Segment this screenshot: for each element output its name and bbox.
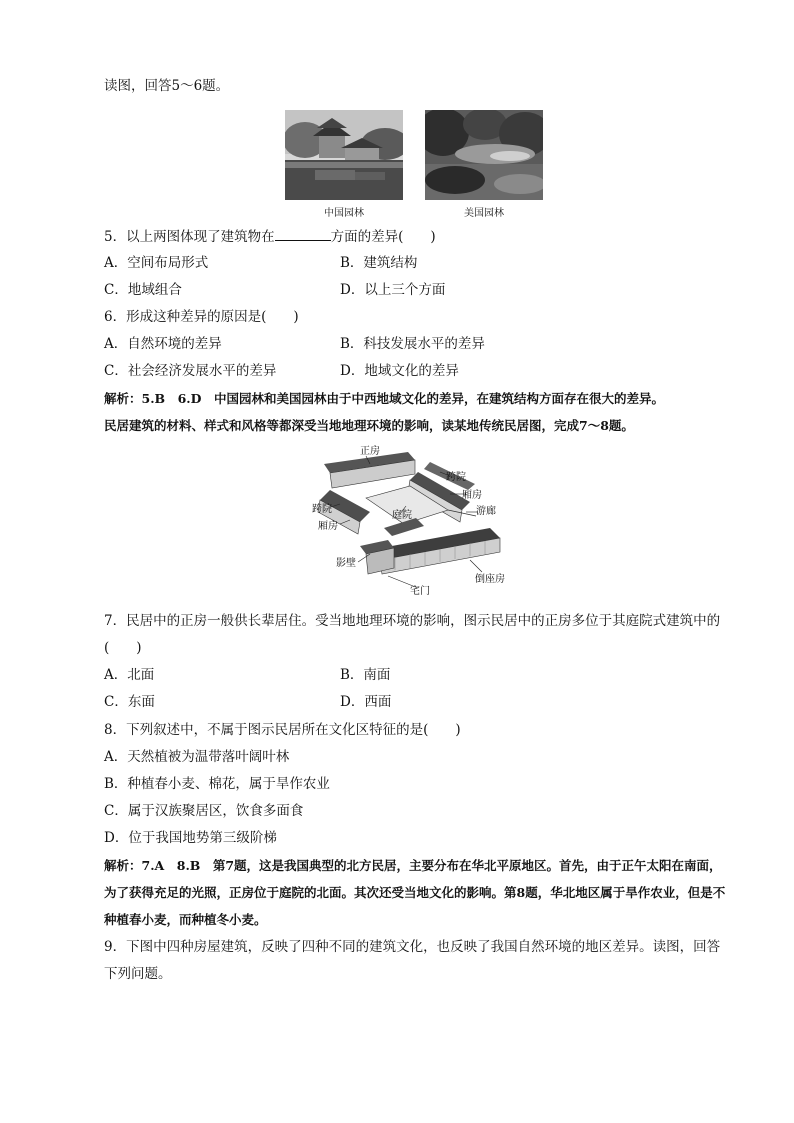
label-zhaimen: 宅门 (410, 586, 430, 597)
q7-option-b: B．南面 (340, 667, 391, 683)
q6-option-d: D．地域文化的差异 (340, 363, 459, 379)
intro-text: 读图，回答5～6题。 (104, 78, 230, 94)
q6-option-a: A．自然环境的差异 (104, 336, 222, 352)
q8-option-d: D．位于我国地势第三级阶梯 (104, 830, 277, 846)
q5-stem: 5．以上两图体现了建筑物在 方面的差异( ) (104, 226, 436, 247)
q5-option-b: B．建筑结构 (340, 255, 418, 271)
label-zhengfang: 正房 (360, 446, 380, 457)
label-xiangfang-right: 厢房 (462, 490, 482, 501)
q8-option-c: C．属于汉族聚居区，饮食多面食 (104, 803, 304, 819)
analysis-7-8: 解析：7.A 8.B 第7题，这是我国典型的北方民居，主要分布在华北平原地区。首先，由于正午太阳在南面，为了获得充足的光照，正房位于庭院的北面。其次还受当地文化的影响。第8题，华北地区属于旱作农业，但是不种植春小麦，而种植冬小麦。 (104, 858, 726, 927)
q7-option-d: D．西面 (340, 694, 392, 710)
q9-stem: 9．下图中四种房屋建筑，反映了四种不同的建筑文化，也反映了我国自然环境的地区差异。读图，回答下列问题。 (104, 939, 721, 982)
q5-option-a: A．空间布局形式 (104, 255, 209, 271)
intro-7-8: 民居建筑的材料、样式和风格等都深受当地地理环境的影响，读某地传统民居图，完成7～8题。 (104, 418, 634, 433)
q6-option-b: B．科技发展水平的差异 (340, 336, 485, 352)
chinese-garden-photo (285, 110, 403, 200)
label-yingbi: 影壁 (336, 558, 356, 569)
american-garden-caption: 美国园林 (464, 208, 504, 219)
label-youlang: 游廊 (476, 506, 496, 517)
american-garden-photo (425, 110, 543, 200)
analysis-5-6: 解析：5.B 6.D 中国园林和美国园林由于中西地域文化的差异，在建筑结构方面存在很大的差异。 (104, 391, 665, 406)
label-xiangfang-left: 厢房 (318, 521, 338, 532)
q8-option-a: A．天然植被为温带落叶阔叶林 (104, 749, 290, 765)
q8-option-b: B．种植春小麦、棉花，属于旱作农业 (104, 776, 330, 792)
label-daozuofang: 倒座房 (475, 574, 505, 585)
q7-option-a: A．北面 (104, 667, 155, 683)
q5-option-c: C．地域组合 (104, 282, 182, 298)
q5-option-d: D．以上三个方面 (340, 282, 446, 298)
courtyard-house-diagram (300, 442, 520, 597)
answer-blank (275, 226, 331, 241)
label-kuayuan-right: 跨院 (446, 472, 466, 483)
chinese-garden-caption: 中国园林 (324, 208, 364, 219)
label-tingyuan: 庭院 (392, 510, 412, 521)
q7-stem: 7．民居中的正房一般供长辈居住。受当地地理环境的影响，图示民居中的正房多位于其庭院式建筑中的( ) (104, 613, 721, 656)
q6-option-c: C．社会经济发展水平的差异 (104, 363, 277, 379)
q7-option-c: C．东面 (104, 694, 155, 710)
label-kuayuan-left: 跨院 (312, 504, 332, 515)
q6-stem: 6．形成这种差异的原因是( ) (104, 309, 299, 325)
q8-stem: 8．下列叙述中，不属于图示民居所在文化区特征的是( ) (104, 722, 461, 738)
